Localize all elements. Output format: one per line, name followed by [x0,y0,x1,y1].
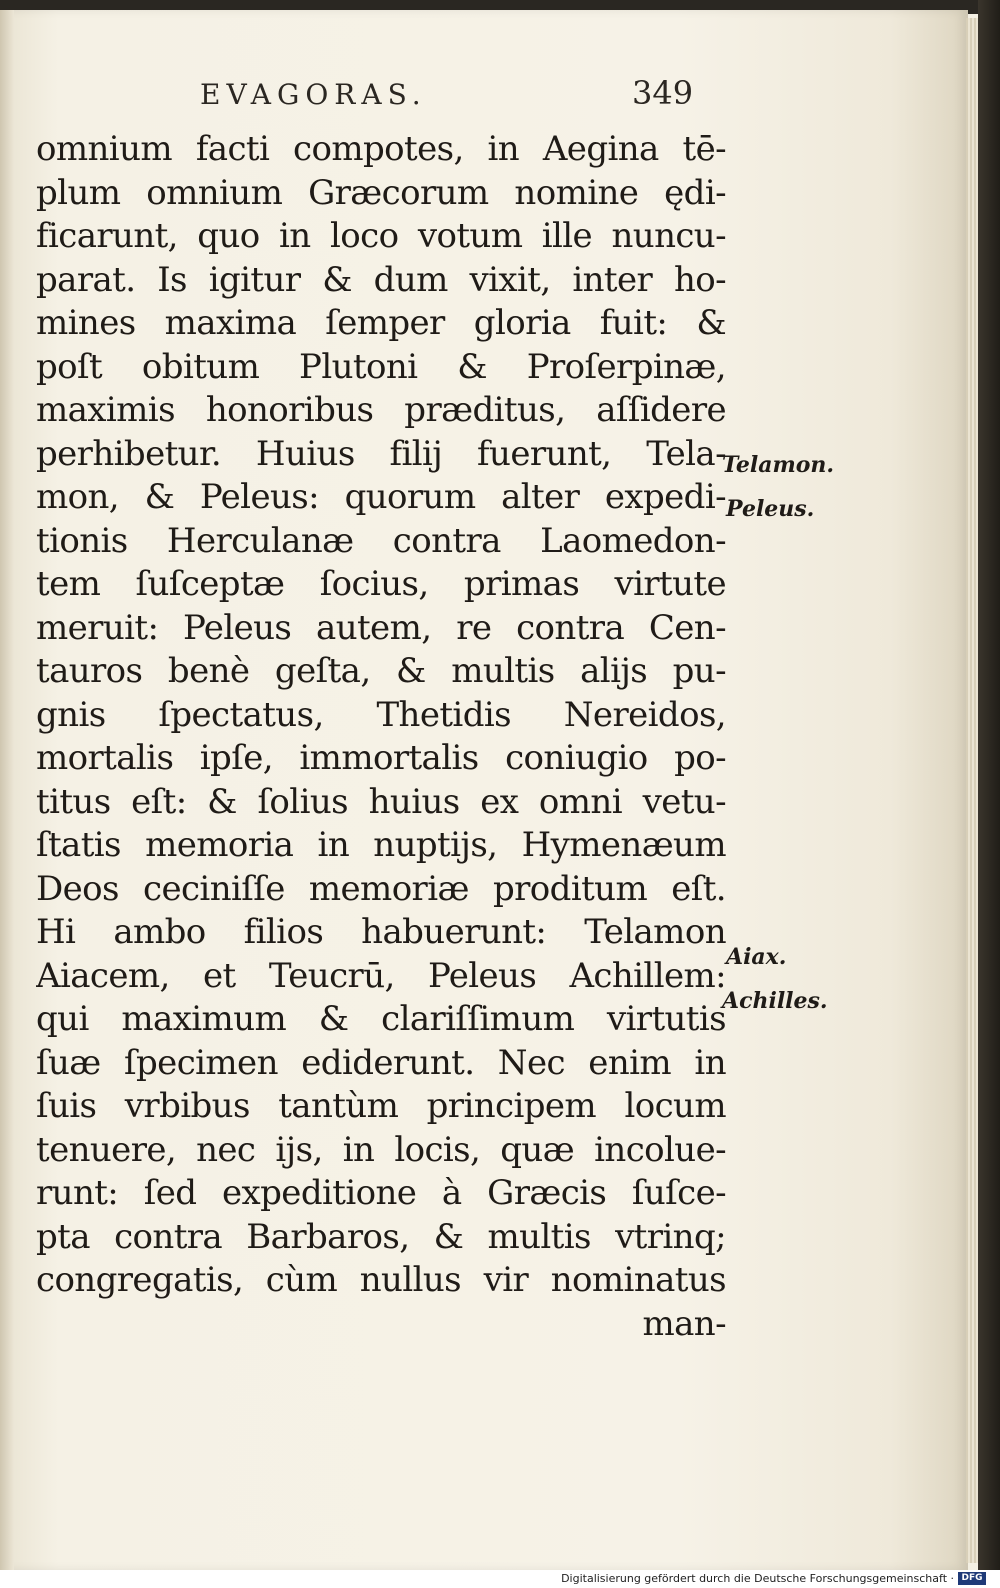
text-line: ſtatis memoria in nuptijs, Hymenæum [36,825,726,865]
text-line: ſuis vrbibus tantùm principem locum [36,1086,726,1126]
text-line: qui maximum & clariſſimum virtutis [36,999,726,1039]
text-line: meruit: Peleus autem, re contra Cen- [36,607,726,648]
text-line: Aiacem, et Teucrū, Peleus Achillem: [36,955,726,996]
footer-credit: Digitalisierung gefördert durch die Deutsche Forschungsgemeinschaft · [561,1572,954,1585]
text-line: perhibetur. Huius filij fuerunt, Tela- [36,433,726,474]
text-line: tenuere, nec ijs, in locis, quæ incolue- [36,1129,726,1170]
main-text-block [36,128,726,1346]
page-number: 349 [632,74,694,112]
text-line: gnis ſpectatus, Thetidis Nereidos, [36,694,726,735]
text-line: parat. Is igitur & dum vixit, inter ho- [36,259,726,300]
text-line: mortalis ipſe, immortalis coniugio po- [36,738,726,778]
text-line: omnium facti compotes, in Aegina tē- [36,129,726,169]
page-fold [0,10,14,1570]
catchword: man- [642,1303,726,1344]
text-line: tem ſuſceptæ ſocius, primas virtute [36,564,726,604]
text-line: pta contra Barbaros, & multis vtrinq; [36,1216,726,1257]
text-line: maximis honoribus præditus, aſſidere [36,390,726,430]
scan-backdrop-right [978,0,1000,1570]
text-line: titus eſt: & ſolius huius ex omni vetu- [36,781,726,822]
text-line: ſuæ ſpecimen ediderunt. Nec enim in [36,1042,726,1083]
text-line: runt: ſed expeditione à Græcis ſuſce- [36,1173,726,1213]
text-line: Hi ambo filios habuerunt: Telamon [36,912,726,952]
page-edges [966,18,978,1563]
text-line: ficarunt, quo in loco votum ille nuncu- [36,216,726,256]
text-line: congregatis, cùm nullus vir nominatus [36,1260,726,1300]
text-line: tionis Herculanæ contra Laomedon- [36,520,726,561]
text-line: Deos ceciniſſe memoriæ proditum eſt. [36,868,726,909]
marginal-note-aiax: Aiax. [726,944,787,970]
text-line: mon, & Peleus: quorum alter expedi- [36,477,726,517]
text-line: mines maxima ſemper gloria fuit: & [36,303,726,343]
marginal-note-achilles: Achilles. [722,988,828,1014]
dfg-logo-icon: DFG [958,1572,986,1585]
marginal-note-telamon: Telamon. [722,452,835,478]
text-line: poſt obitum Plutoni & Proſerpinæ, [36,346,726,387]
text-line: plum omnium Græcorum nomine ędi- [36,172,726,213]
text-line: tauros benè geſta, & multis alijs pu- [36,651,726,691]
running-head: EVAGORAS. [200,78,427,111]
marginal-note-peleus: Peleus. [726,496,815,522]
